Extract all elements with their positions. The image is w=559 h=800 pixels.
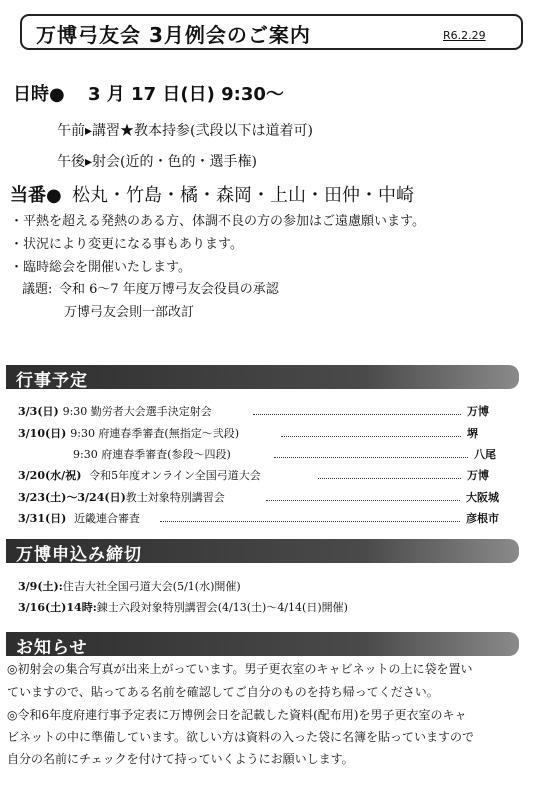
schedule-place: 堺 — [467, 427, 478, 440]
schedule-heading: 行事予定 — [16, 371, 88, 391]
notice-line: ◎令和6年度府連行事予定表に万博例会日を記載した資料(配布用)を男子更衣室のキャ — [7, 708, 467, 722]
afternoon-program: 午後▸射会(近的・色的・選手権) — [57, 154, 257, 170]
notice-line: ◎初射会の集合写真が出来上がっています。男子更衣室のキャビネットの上に袋を置い — [7, 662, 473, 676]
schedule-place: 大阪城 — [466, 491, 499, 504]
note-fever: ・平熱を超える発熱のある方、体調不良の方の参加はご遠慮願います。 — [10, 214, 425, 229]
leader-dots — [253, 414, 461, 415]
duty-members: 松丸・竹島・橘・森岡・上山・田仲・中崎 — [72, 185, 414, 206]
leader-dots — [266, 500, 460, 501]
duty-label: 当番● — [10, 185, 62, 206]
leader-dots — [274, 457, 468, 458]
notice-line: ていますので、貼ってある名前を確認してご自分のものを持ち帰ってください。 — [7, 685, 439, 699]
datetime-value: 3 月 17 日(日) 9:30〜 — [88, 84, 284, 105]
datetime-label: 日時● — [13, 84, 65, 105]
note-general-meeting: ・臨時総会を開催いたします。 — [10, 260, 191, 275]
issue-date: R6.2.29 — [443, 29, 486, 42]
schedule-row: 3/10(日) 9:30 府連春季審査(無指定〜弐段) — [18, 427, 240, 440]
leader-dots — [160, 521, 460, 522]
leader-dots — [318, 478, 461, 479]
schedule-row: 3/31(日) 近畿連合審査 — [18, 512, 141, 525]
agenda-item-1: 令和 6〜7 年度万博弓友会役員の承認 — [59, 282, 279, 297]
schedule-place: 彦根市 — [466, 512, 499, 525]
agenda-item-2: 万博弓友会則一部改訂 — [64, 305, 195, 320]
schedule-row: 9:30 府連春季審査(参段〜四段) — [73, 448, 231, 461]
deadline-row: 3/16(土)14時:錬士六段対象特別講習会(4/13(土)〜4/14(日)開催) — [18, 601, 348, 614]
schedule-row: 3/3(日) 9:30 勤労者大会選手決定射会 — [18, 405, 212, 418]
schedule-place: 八尾 — [474, 448, 496, 461]
schedule-place: 万博 — [467, 469, 489, 482]
schedule-place: 万博 — [467, 405, 489, 418]
deadline-heading: 万博申込み締切 — [16, 545, 142, 565]
leader-dots — [281, 436, 461, 437]
notice-line: ビネットの中に準備しています。欲しい方は資料の入った袋に名簿を貼っていますので — [7, 730, 475, 744]
page-title: 万博弓友会 3月例会のご案内 — [36, 23, 311, 47]
schedule-row: 3/20(水/祝) 令和5年度オンライン全国弓道大会 — [18, 469, 261, 482]
notice-heading-bar — [6, 632, 519, 656]
deadline-row: 3/9(土):住吉大社全国弓道大会(5/1(水)開催) — [18, 580, 241, 593]
notice-heading: お知らせ — [16, 638, 88, 658]
deadline-heading-bar — [6, 539, 519, 563]
note-change: ・状況により変更になる事もあります。 — [10, 237, 243, 252]
notice-line: 自分の名前にチェックを付けて持っていくようにお願いします。 — [7, 752, 354, 766]
morning-program: 午前▸講習★教本持参(弐段以下は道着可) — [57, 123, 313, 139]
schedule-heading-bar — [6, 365, 519, 389]
schedule-row: 3/23(土)〜3/24(日)教士対象特別講習会 — [18, 491, 225, 504]
agenda-label: 議題: — [22, 282, 53, 297]
